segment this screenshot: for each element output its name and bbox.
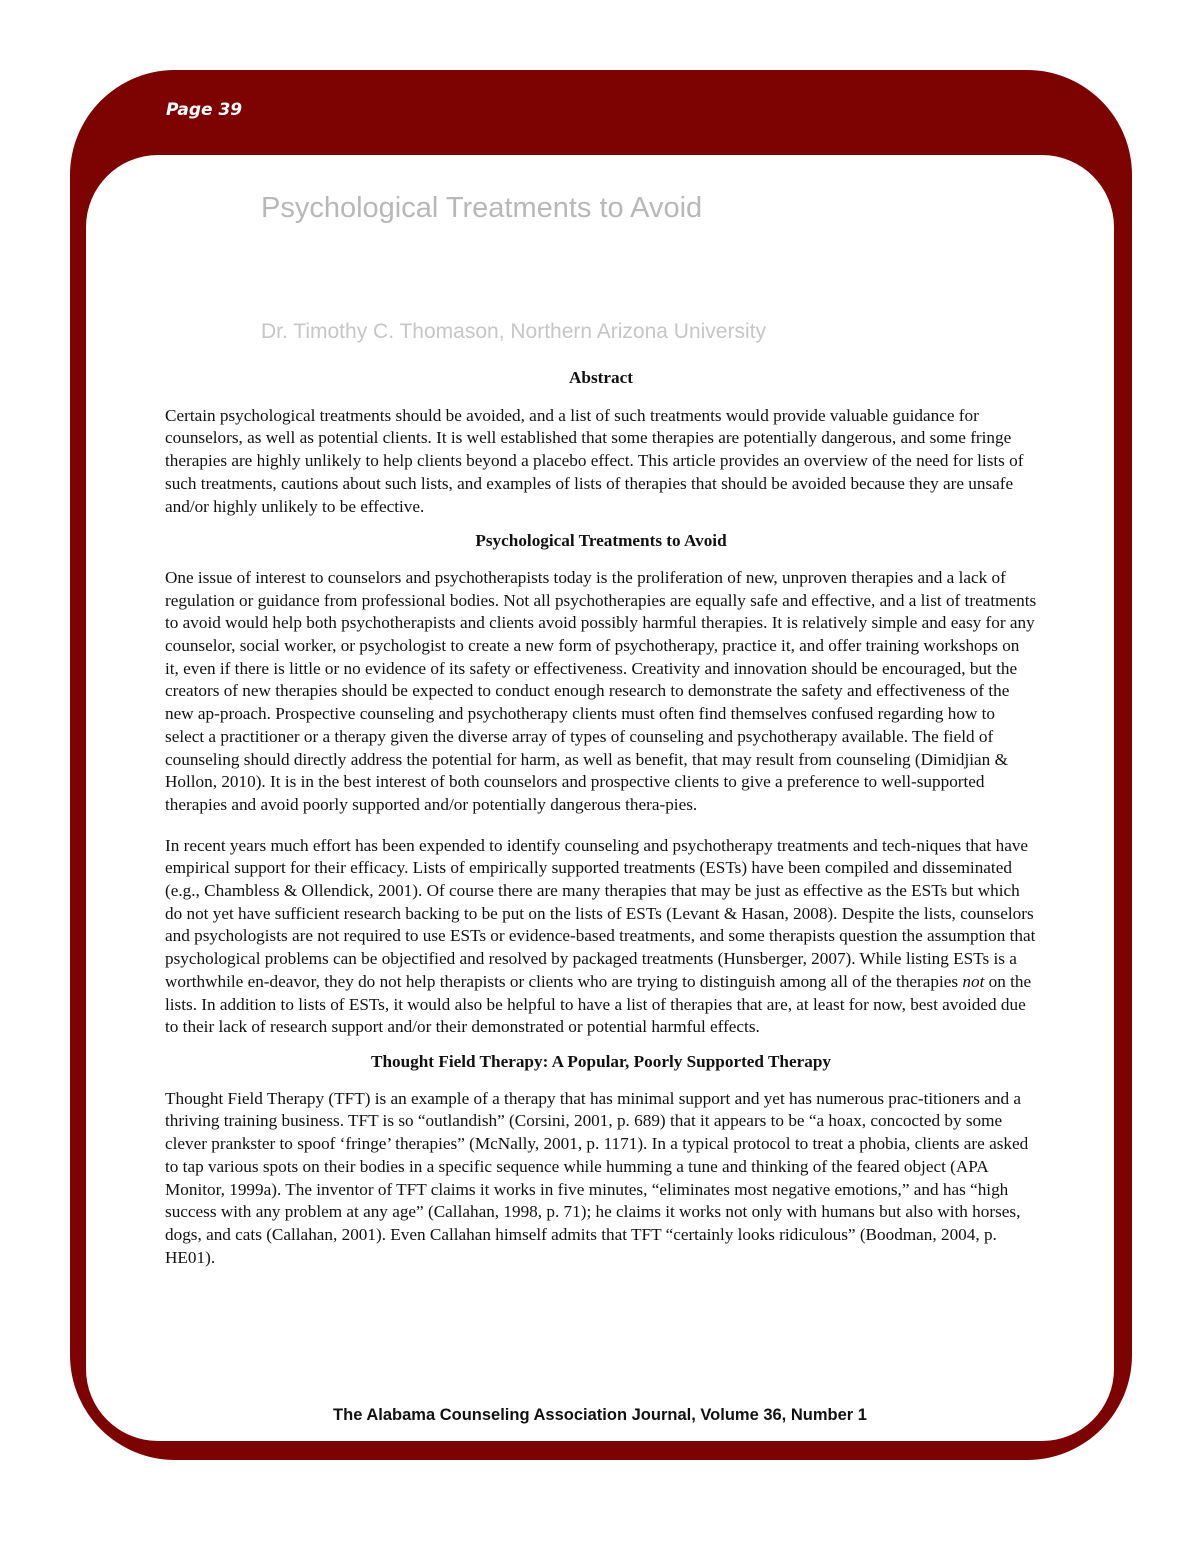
- emphasis-not: not: [962, 971, 985, 991]
- body-paragraph-2-part-a: In recent years much effort has been expended to identify counseling and psychotherapy treatments and tech-niques that have empirical support for their efficacy. Lists of empirically supported treatments (ESTs) have been compiled and disseminated (e.g., Chambless & Ollendick, 2001). Of course there are many therapies that may be just as effective as the ESTs but which do not yet have sufficient research backing to be put on the lists of ESTs (Levant & Hasan, 2008). Despite the lists, counselors and psychologists are not required to use ESTs or evidence-based treatments, and some therapists question the assumption that psychological problems can be objectified and resolved by packaged treatments (Hunsberger, 2007). While listing ESTs is a worthwhile en-deavor, they do not help therapists or clients who are trying to distinguish among all of the therapies: [165, 835, 1036, 991]
- article-body: [165, 367, 1037, 1269]
- body-paragraph-1: One issue of interest to counselors and psychotherapists today is the proliferation of new, unproven therapies and a lack of regulation or guidance from professional bodies. Not all psychotherapies are equally safe and effective, and a list of treatments to avoid would help both psychotherapists and clients avoid possibly harmful therapies. It is relatively simple and easy for any counselor, social worker, or psychologist to create a new form of psychotherapy, practice it, and offer training workshops on it, even if there is little or no evidence of its safety or effectiveness. Creativity and innovation should be encouraged, but the creators of new therapies should be expected to conduct enough research to demonstrate the safety and effectiveness of the new ap-proach. Prospective counseling and psychotherapy clients must often find themselves confused regarding how to select a practitioner or a therapy given the diverse array of types of counseling and psychotherapy available. The field of counseling should directly address the potential for harm, as well as benefit, that may result from counseling (Dimidjian & Hollon, 2010). It is in the best interest of both counselors and prospective clients to give a preference to well-supported therapies and avoid poorly supported and/or potentially dangerous thera-pies.: [165, 567, 1037, 814]
- body-paragraph-2: [165, 835, 1037, 1039]
- abstract-paragraph: Certain psychological treatments should be avoided, and a list of such treatments would provide valuable guidance for counselors, as well as potential clients. It is well established that some therapies are potentially dangerous, and some fringe therapies are highly unlikely to help clients beyond a placebo effect. This article provides an overview of the need for lists of such treatments, cautions about such lists, and examples of lists of therapies that should be avoided because they are unsafe and/or highly unlikely to be effective.: [165, 405, 1024, 516]
- section-heading-treatments: Psychological Treatments to Avoid: [475, 531, 727, 551]
- journal-footer: The Alabama Counseling Association Journal, Volume 36, Number 1: [333, 1406, 867, 1424]
- page-number: Page 39: [166, 100, 243, 120]
- article-author: Dr. Timothy C. Thomason, Northern Arizona University: [261, 320, 766, 343]
- section-heading-tft: Thought Field Therapy: A Popular, Poorly Supported Therapy: [370, 1051, 831, 1071]
- body-paragraph-2-part-b: on the lists. In addition to lists of ESTs, it would also be helpful to have a list of therapies that are, at least for now, best avoided due to their lack of research support and/or their demonstrated or potential harmful effects.: [165, 971, 1032, 1037]
- article-title: Psychological Treatments to Avoid: [261, 192, 703, 224]
- abstract-heading: Abstract: [569, 368, 633, 387]
- body-paragraph-3: Thought Field Therapy (TFT) is an example of a therapy that has minimal support and yet has numerous prac-titioners and a thriving training business. TFT is so “outlandish” (Corsini, 2001, p. 689) that it appears to be “a hoax, concocted by some clever prankster to spoof ‘fringe’ therapies” (McNally, 2001, p. 1171). In a typical protocol to treat a phobia, clients are asked to tap various spots on their bodies in a specific sequence while humming a tune and thinking of the feared object (APA Monitor, 1999a). The inventor of TFT claims it works in five minutes, “eliminates most negative emotions,” and has “high success with any problem at any age” (Callahan, 1998, p. 71); he claims it works not only with humans but also with horses, dogs, and cats (Callahan, 2001). Even Callahan himself admits that TFT “certainly looks ridiculous” (Boodman, 2004, p. HE01).: [165, 1088, 1029, 1267]
